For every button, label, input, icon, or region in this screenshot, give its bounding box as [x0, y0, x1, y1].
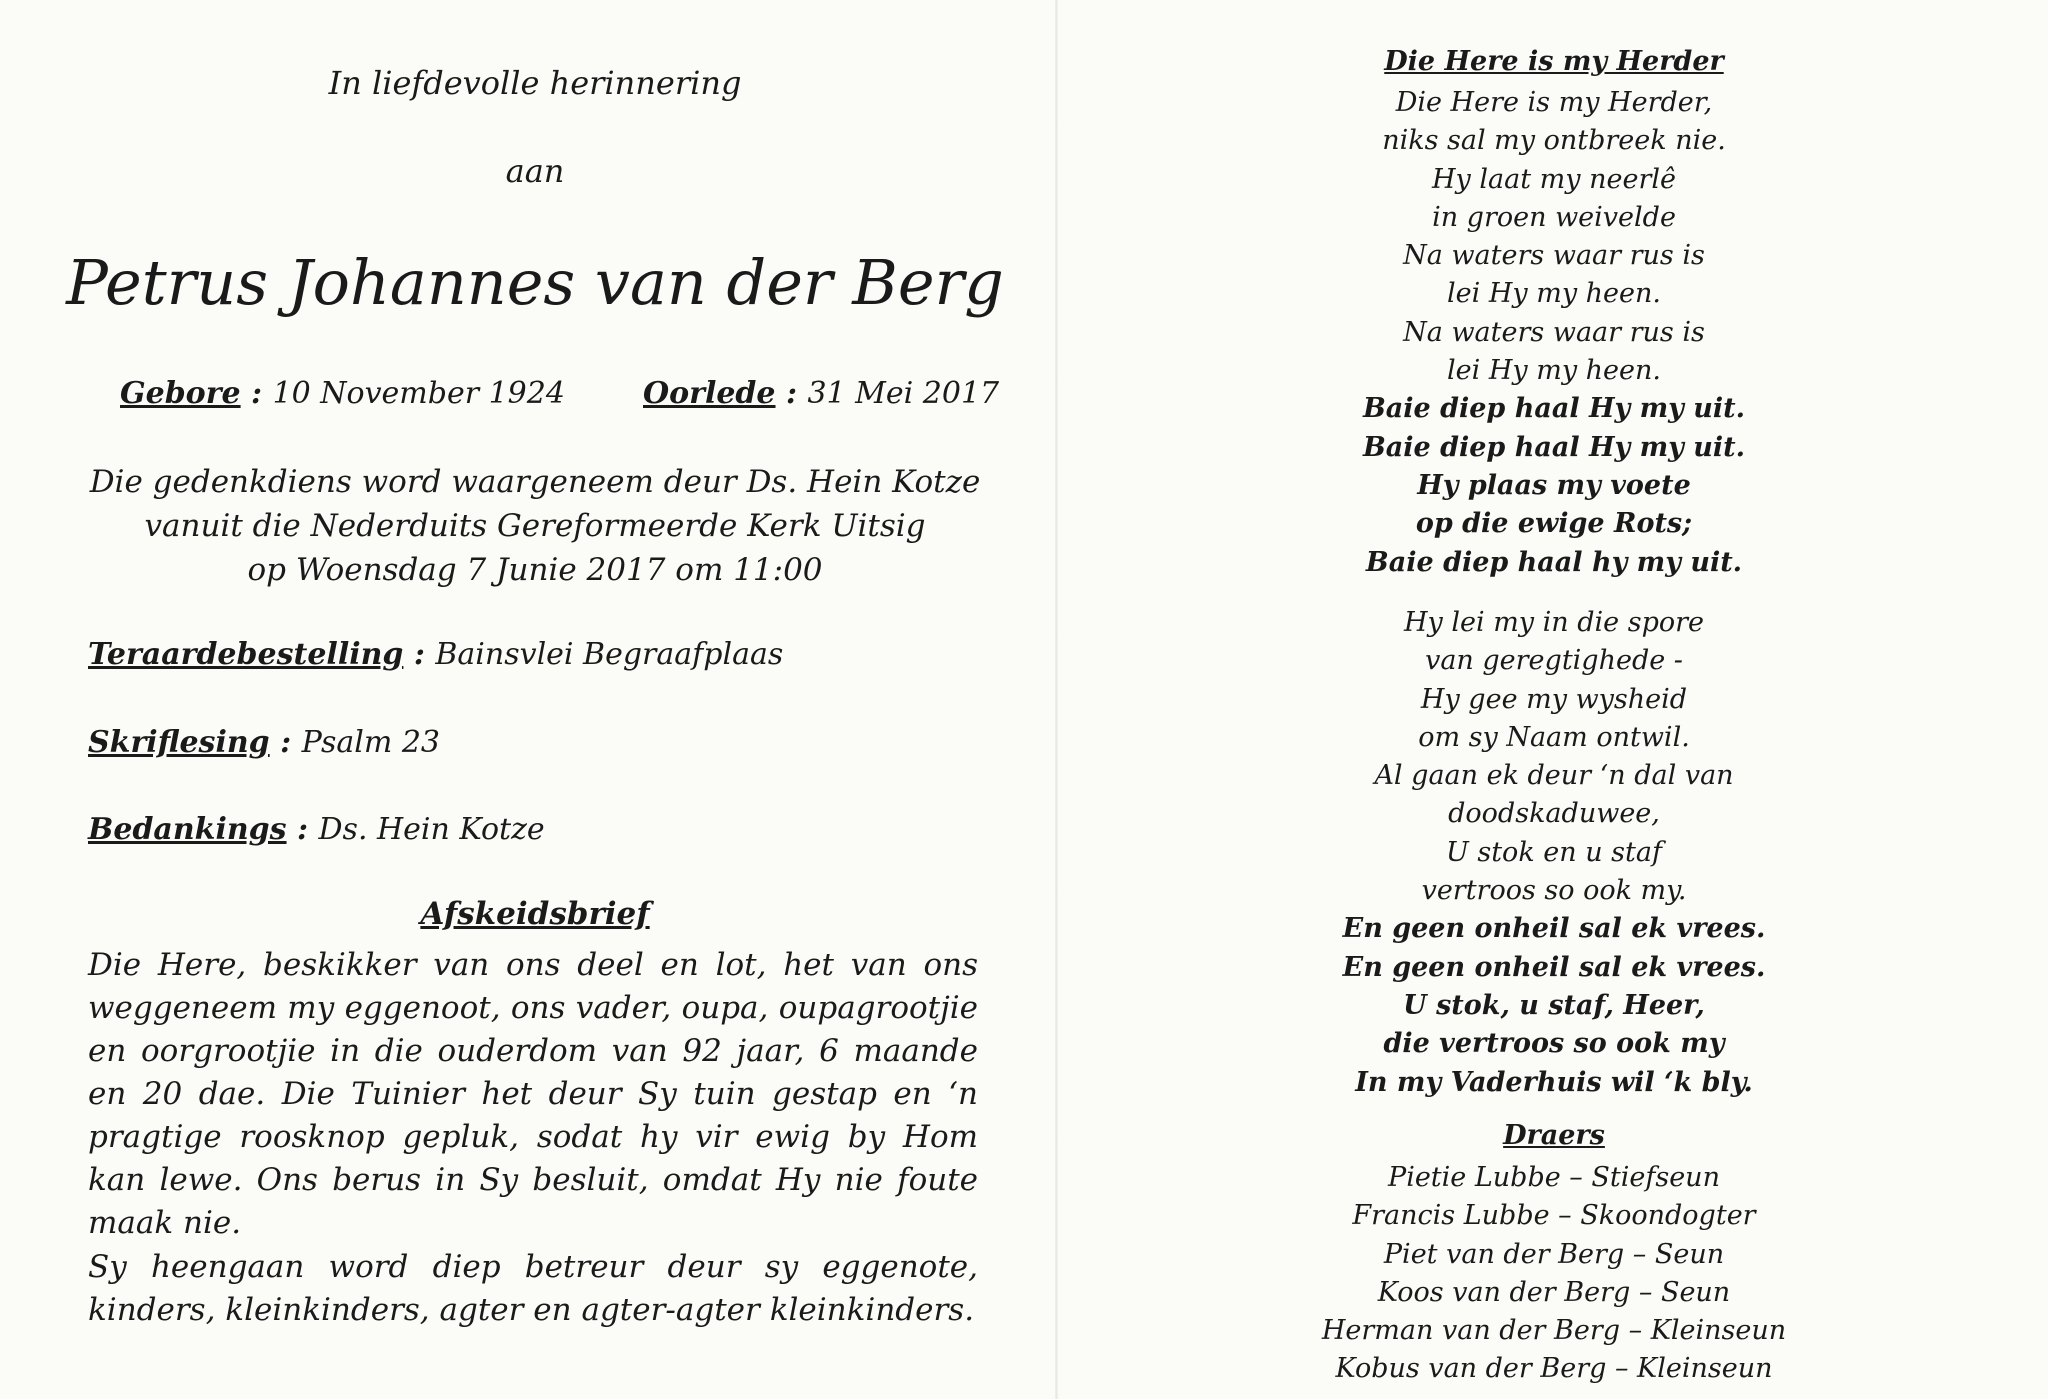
service-line: Die gedenkdiens word waargeneem deur Ds. Hein Kotze [89, 464, 981, 500]
poem-refrain-line: En geen onheil sal ek vrees. [1342, 951, 1766, 983]
poem-refrain-line: U stok, u staf, Heer, [1403, 989, 1705, 1021]
burial-row: Teraardebestelling : Bainsvlei Begraafplaas [88, 637, 784, 672]
poem-refrain-line: Baie diep haal hy my uit. [1365, 546, 1743, 578]
died-label: Oorlede [643, 376, 776, 411]
service-details [0, 460, 1070, 592]
poem-line: Hy gee my wysheid [1420, 683, 1688, 715]
aan-line: aan [505, 152, 565, 190]
poem-line: U stok en u staf [1446, 836, 1662, 868]
poem-refrain-line: Hy plaas my voete [1417, 469, 1691, 501]
reading-value: Psalm 23 [301, 725, 441, 760]
poem-stanza-2 [1060, 604, 2048, 1102]
pallbearers-list [1060, 1159, 2048, 1389]
intro-line: In liefdevolle herinnering [328, 64, 742, 102]
fold-line [1055, 0, 1058, 1399]
poem-line: Al gaan ek deur ‘n dal van [1374, 760, 1734, 792]
poem-line: in groen weivelde [1432, 201, 1676, 233]
letter-paragraph-2: Sy heengaan word diep betreur deur sy eggenote, kinders, kleinkinders, agter en agter-agter kleinkinders. [88, 1249, 978, 1328]
reading-label: Skriflesing [88, 725, 270, 760]
service-line: op Woensdag 7 Junie 2017 om 11:00 [247, 552, 823, 588]
poem-refrain-line: die vertroos so ook my [1383, 1028, 1725, 1060]
pallbearers-title: Draers [1503, 1120, 1605, 1151]
poem-title: Die Here is my Herder [1384, 46, 1724, 77]
poem-line: niks sal my ontbreek nie. [1382, 125, 1726, 157]
poem-line: van geregtighede - [1425, 645, 1683, 677]
pallbearer: Francis Lubbe – Skoondogter [1352, 1200, 1756, 1232]
born-value: 10 November 1924 [272, 376, 565, 411]
born-row: Gebore : 10 November 1924 [120, 376, 565, 411]
poem-line: vertroos so ook my. [1421, 875, 1687, 907]
reading-row: Skriflesing : Psalm 23 [88, 725, 441, 760]
burial-label: Teraardebestelling [88, 637, 404, 672]
poem-line: Hy laat my neerlê [1432, 163, 1676, 195]
pallbearer: Piet van der Berg – Seun [1383, 1238, 1725, 1270]
thanks-label: Bedankings [88, 812, 287, 847]
born-label: Gebore [120, 376, 241, 411]
right-page [1060, 0, 2048, 1399]
died-value: 31 Mei 2017 [807, 376, 1000, 411]
letter-paragraph-1: Die Here, beskikker van ons deel en lot, het van ons weggeneem my eggenoot, ons vader, oupa, oupagrootjie en oorgrootjie in die ouderdom van 92 jaar, 6 maande en 20 dae. Die Tuinier het deur Sy tuin gestap en ‘n pragtige roosknop gepluk, sodat hy vir ewig by Hom kan lewe. Ons berus in Sy besluit, omdat Hy nie foute maak nie. [88, 947, 978, 1241]
poem-line: om sy Naam ontwil. [1418, 721, 1690, 753]
poem-line: Hy lei my in die spore [1403, 607, 1705, 638]
poem-refrain-line: En geen onheil sal ek vrees. [1342, 913, 1766, 945]
poem-refrain-line: Baie diep haal Hy my uit. [1362, 393, 1746, 425]
letter-title: Afskeidsbrief [420, 896, 650, 932]
pallbearer: Pietie Lubbe – Stiefseun [1388, 1162, 1720, 1193]
poem-refrain-line: In my Vaderhuis wil ‘k bly. [1355, 1066, 1753, 1098]
poem-line: Die Here is my Herder, [1395, 87, 1713, 118]
burial-value: Bainsvlei Begraafplaas [435, 637, 784, 672]
poem-line: lei Hy my heen. [1447, 355, 1661, 387]
poem-line: Na waters waar rus is [1403, 316, 1705, 348]
poem-refrain-line: op die ewige Rots; [1415, 508, 1693, 540]
thanks-row: Bedankings : Ds. Hein Kotze [88, 812, 545, 847]
poem-line: lei Hy my heen. [1447, 278, 1661, 310]
poem-refrain-line: Baie diep haal Hy my uit. [1362, 431, 1746, 463]
poem-stanza-1 [1060, 84, 2048, 582]
pallbearer: Koos van der Berg – Seun [1377, 1276, 1731, 1308]
thanks-value: Ds. Hein Kotze [318, 812, 545, 847]
deceased-name: Petrus Johannes van der Berg [66, 246, 1004, 319]
service-line: vanuit die Nederduits Gereformeerde Kerk Uitsig [144, 508, 926, 544]
pallbearer: Herman van der Berg – Kleinseun [1321, 1315, 1787, 1347]
poem-line: Na waters waar rus is [1403, 240, 1705, 272]
died-row: Oorlede : 31 Mei 2017 [643, 376, 1000, 411]
pallbearer: Kobus van der Berg – Kleinseun [1335, 1353, 1773, 1385]
poem-line: doodskaduwee, [1448, 798, 1660, 830]
